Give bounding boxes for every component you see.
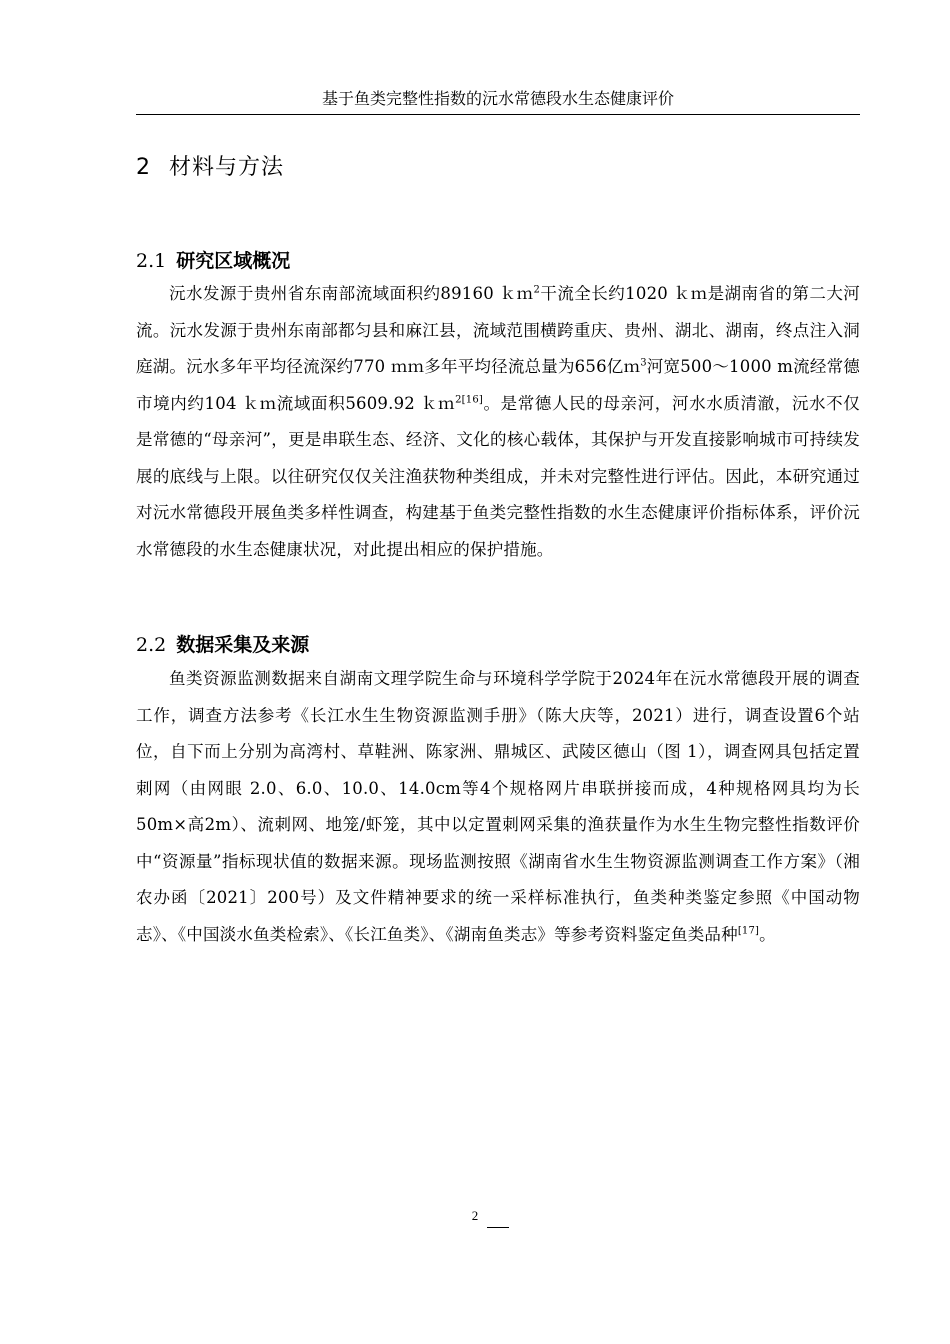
section-number: 2.2 [136, 634, 167, 656]
paragraph-data-collection: 鱼类资源监测数据来自湖南文理学院生命与环境科学学院于2024年在沅水常德段开展的调查工作，调查方法参考《长江水生生物资源监测手册》（陈大庆等，2021）进行，调查设置6个站位，自下而上分别为高湾村、草鞋洲、陈家洲、鼎城区、武陵区德山（图 1），调查网具包括定置刺网（由网眼 2.0、6.0、10.0、14.0cm等4个规格网片串联拼接而成，4种规格网具均为长50m×高2m）、流刺网、地笼/虾笼，其中以定置刺网采集的渔获量作为水生生物完整性指数评价中“资源量”指标现状值的数据来源。现场监测按照《湖南省水生生物资源监测调查工作方案》（湘农办函〔2021〕200号）及文件精神要求的统一采样标准执行，鱼类种类鉴定参照《中国动物志》、《中国淡水鱼类检索》、《长江鱼类》、《湖南鱼类志》等参考资料鉴定鱼类品种[17]。 [136, 669, 860, 944]
page-number-underline [487, 1227, 509, 1228]
header-rule [136, 114, 860, 115]
section-heading-2-1 [136, 246, 290, 273]
section-title: 研究区域概况 [176, 250, 291, 272]
page-number: 2 [471, 1208, 479, 1223]
section-title: 数据采集及来源 [176, 634, 310, 656]
chapter-heading [136, 150, 284, 181]
section-number: 2.1 [136, 250, 167, 272]
section-heading-2-2 [136, 630, 309, 657]
chapter-number: 2 [136, 155, 151, 180]
chapter-title: 材料与方法 [169, 155, 285, 180]
paragraph-study-area: 沅水发源于贵州省东南部流域面积约89160 ｋｍ$^2$干流全长约1020 ｋｍ是湖南省的第二大河流。沅水发源于贵州东南部都匀县和麻江县，流域范围横跨重庆、贵州、湖北、湖南，终点注入洞庭湖。沅水多年平均径流深约770 ｍｍ多年平均径流总量为656亿ｍ$^3$河宽500～1000 m流经常德市境内约104 ｋｍ流域面积5609.92 ｋｍ$^{2[16]}$。是常德人民的母亲河，河水水质清澈，沅水不仅是常德的“母亲河”，更是串联生态、经济、文化的核心载体，其保护与开发直接影响城市可持续发展的底线与上限。以往研究仅仅关注渔获物种类组成，并未对完整性进行评估。因此，本研究通过对沅水常德段开展鱼类多样性调查，构建基于鱼类完整性指数的水生态健康评价指标体系，评价沅水常德段的水生态健康状况，对此提出相应的保护措施。 [136, 284, 861, 559]
running-header: 基于鱼类完整性指数的沅水常德段水生态健康评价 [321, 89, 674, 108]
